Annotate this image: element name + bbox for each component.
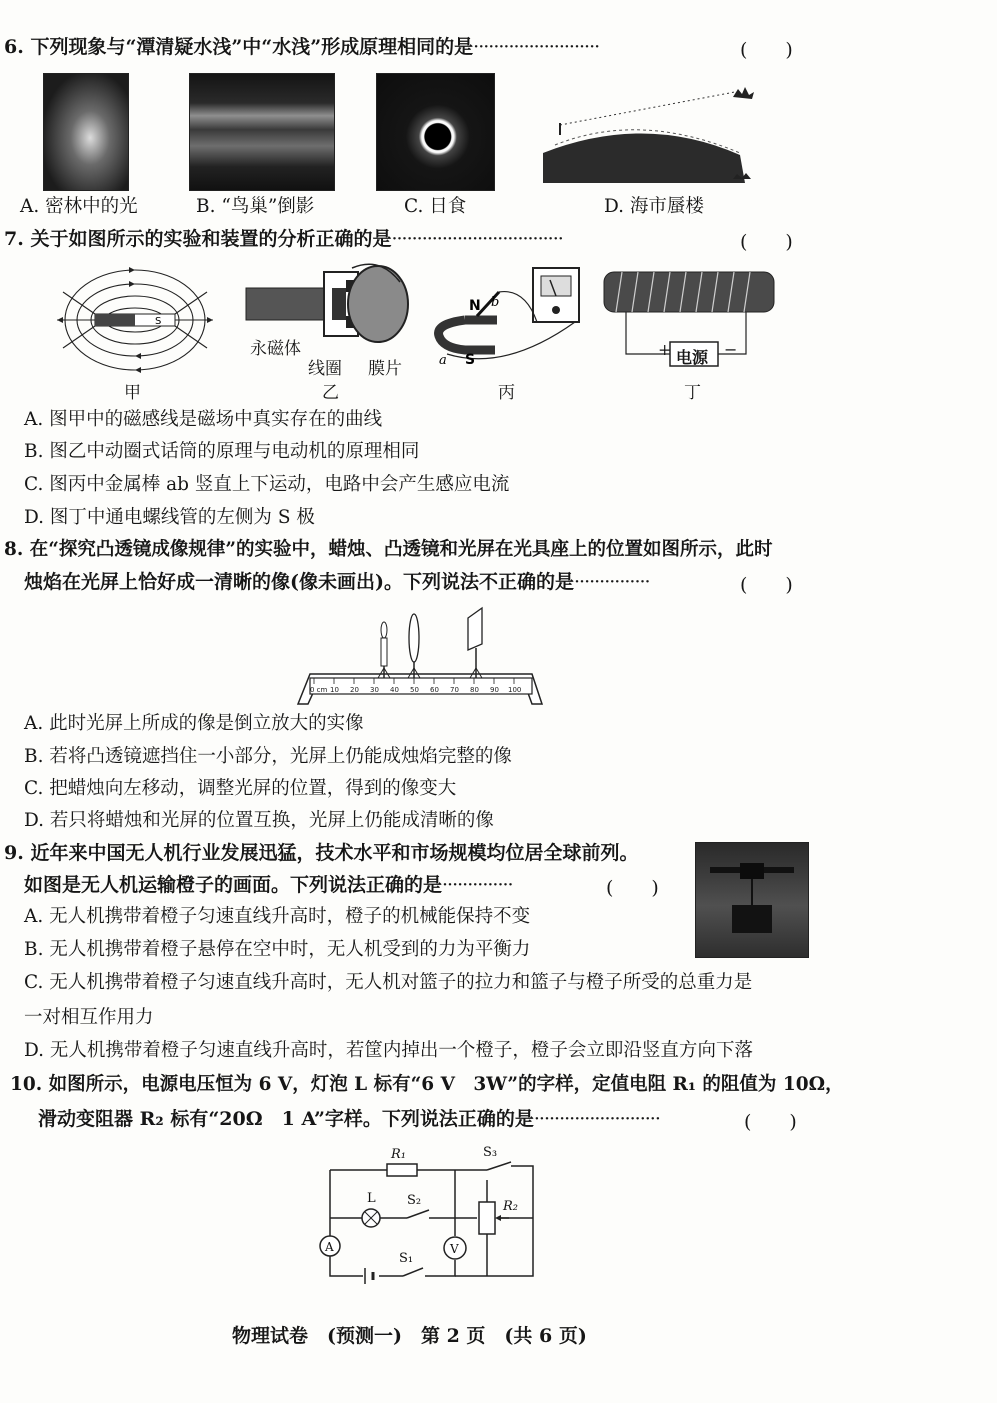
q10-dots: ·························	[533, 1108, 660, 1130]
q7-fig-jia-caption: 甲	[124, 383, 141, 403]
q7-fig-ding-minus: −	[724, 340, 738, 359]
q9-option-a: A. 无人机携带着橙子匀速直线升高时，橙子的机械能保持不变	[24, 906, 531, 927]
q8-tick-70: 70	[450, 686, 459, 694]
q8-candle	[378, 622, 390, 678]
q9-stem-line1: 9. 近年来中国无人机行业发展迅猛，技术水平和市场规模均位居全球前列。	[4, 842, 639, 864]
q7-option-b: B. 图乙中动圈式话筒的原理与电动机的原理相同	[24, 441, 420, 462]
q8-tick-60: 60	[430, 686, 439, 694]
q6-photo-solar-eclipse	[376, 73, 495, 191]
q7-fig-yi-magnet-label: 永磁体	[250, 339, 301, 359]
q8-option-b: B. 若将凸透镜遮挡住一小部分，光屏上仍能成烛焰完整的像	[24, 746, 512, 767]
q7-fig-ding-plus: +	[658, 340, 672, 359]
q8-optical-bench	[296, 606, 546, 706]
q7-fig-bing-a-label: a	[439, 353, 447, 368]
q9-option-b: B. 无人机携带着橙子悬停在空中时，无人机受到的力为平衡力	[24, 939, 531, 960]
q8-stem-line2: 烛焰在光屏上恰好成一清晰的像(像未画出)。下列说法不正确的是···············	[24, 571, 650, 593]
q7-fig-jia-magnet-field	[55, 262, 215, 380]
q7-option-d: D. 图丁中通电螺线管的左侧为 S 极	[24, 507, 315, 528]
q10-r2-label: R₂	[503, 1199, 518, 1214]
q7-fig-yi-caption: 乙	[322, 383, 339, 403]
q9-stem-line2: 如图是无人机运输橙子的画面。下列说法正确的是··············	[24, 874, 513, 896]
q10-s2-label: S₂	[407, 1193, 422, 1208]
q6-option-d: D. 海市蜃楼	[604, 196, 704, 217]
q7-fig-bing-n-label: N	[469, 298, 481, 314]
q10-stem-line2: 滑动变阻器 R₂ 标有“20Ω 1 A”字样。下列说法正确的是·························	[38, 1108, 660, 1130]
q7-fig-bing-b-label: b	[491, 295, 500, 310]
q7-stem: 7. 关于如图所示的实验和装置的分析正确的是··································	[4, 228, 563, 250]
q7-fig-yi-microphone	[240, 262, 410, 344]
q8-option-a: A. 此时光屏上所成的像是倒立放大的实像	[24, 713, 364, 734]
q8-tick-0: 0 cm	[310, 686, 328, 694]
q7-fig-ding-caption: 丁	[684, 383, 701, 403]
q9-option-d: D. 无人机携带着橙子匀速直线升高时，若筐内掉出一个橙子，橙子会立即沿竖直方向下落	[24, 1040, 753, 1061]
q8-tick-80: 80	[470, 686, 479, 694]
q9-answer-paren: ( )	[606, 877, 659, 899]
q8-tick-90: 90	[490, 686, 499, 694]
q8-tick-30: 30	[370, 686, 379, 694]
q10-ammeter-label: A	[325, 1240, 334, 1254]
q8-tick-20: 20	[350, 686, 359, 694]
q8-tick-10: 10	[330, 686, 339, 694]
q9-option-c-line2: 一对相互作用力	[24, 1007, 154, 1028]
q8-dots: ···············	[573, 571, 650, 593]
q6-option-b: B. “鸟巢”倒影	[196, 196, 315, 217]
q10-stem-line1: 10. 如图所示，电源电压恒为 6 V，灯泡 L 标有“6 V 3W”的字样，定值电阻 R₁ 的阻值为 10Ω，	[10, 1074, 844, 1095]
q9-photo-drone-oranges	[695, 842, 809, 958]
q8-answer-paren: ( )	[740, 574, 793, 596]
q7-fig-yi-film-label: 膜片	[368, 359, 402, 379]
q10-circuit-diagram	[315, 1140, 545, 1285]
q8-tick-100: 100	[508, 686, 522, 694]
q7-dots: ··································	[391, 228, 563, 250]
q6-option-a: A. 密林中的光	[20, 196, 138, 217]
q10-voltmeter-label: V	[450, 1242, 459, 1256]
q7-option-a: A. 图甲中的磁感线是磁场中真实存在的曲线	[24, 409, 383, 430]
q7-option-c: C. 图丙中金属棒 ab 竖直上下运动，电路中会产生感应电流	[24, 474, 510, 495]
q7-answer-paren: ( )	[740, 231, 793, 253]
q7-fig-bing-induction	[425, 262, 590, 370]
q8-light-screen	[468, 608, 482, 678]
q6-mirage-drawing	[535, 83, 760, 191]
q10-s1-label: S₁	[399, 1251, 414, 1266]
q8-stem-line1: 8. 在“探究凸透镜成像规律”的实验中，蜡烛、凸透镜和光屏在光具座上的位置如图所示，此时	[4, 539, 773, 560]
q6-answer-paren: ( )	[740, 39, 793, 61]
q8-option-d: D. 若只将蜡烛和光屏的位置互换，光屏上仍能成清晰的像	[24, 810, 494, 831]
q9-option-c-line1: C. 无人机携带着橙子匀速直线升高时，无人机对篮子的拉力和篮子与橙子所受的总重力是	[24, 972, 753, 993]
q7-fig-bing-caption: 丙	[498, 383, 515, 403]
q7-fig-ding-power-label: 电源	[676, 348, 709, 367]
q10-lamp-label: L	[367, 1191, 376, 1206]
q6-option-c: C. 日食	[404, 196, 467, 217]
q9-drone-shape	[696, 843, 808, 957]
q6-photo-forest-light	[43, 73, 129, 191]
q7-fig-bing-s-label: S	[465, 352, 476, 368]
q10-r1-label: R₁	[391, 1147, 406, 1162]
q8-convex-lens	[408, 614, 420, 678]
q6-stem: 6. 下列现象与“潭清疑水浅”中“水浅”形成原理相同的是·························	[4, 36, 600, 58]
q7-fig-yi-coil-label: 线圈	[308, 359, 342, 379]
q6-photo-birdnest-reflection	[189, 73, 335, 191]
q8-option-c: C. 把蜡烛向左移动，调整光屏的位置，得到的像变大	[24, 778, 457, 799]
q8-tick-40: 40	[390, 686, 399, 694]
q10-answer-paren: ( )	[744, 1111, 797, 1133]
page-footer: 物理试卷 (预测一) 第 2 页 (共 6 页)	[232, 1325, 587, 1347]
q8-tick-50: 50	[410, 686, 419, 694]
q7-fig-jia-s-label: S	[155, 316, 162, 327]
q9-dots: ··············	[442, 874, 513, 896]
q6-dots: ·························	[473, 36, 600, 58]
q10-s3-label: S₃	[483, 1145, 498, 1160]
